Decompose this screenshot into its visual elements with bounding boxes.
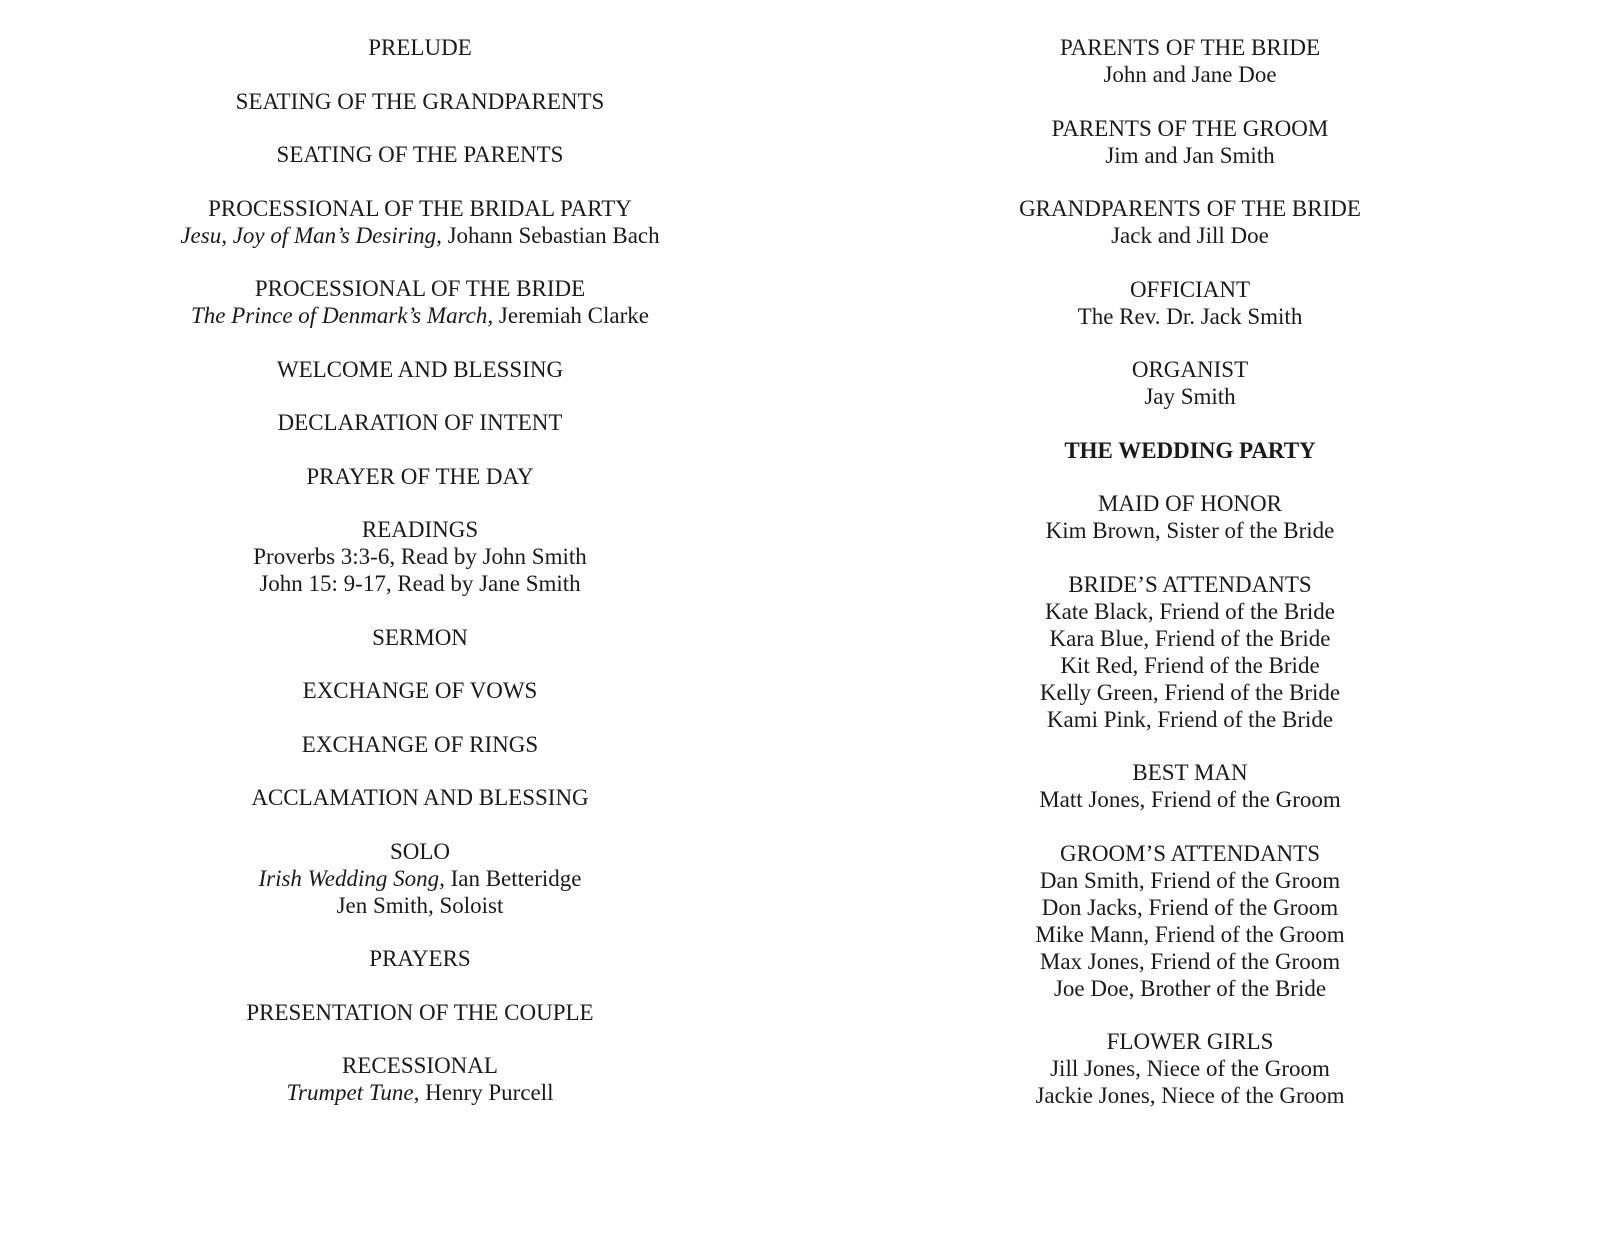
section-heading: ACCLAMATION AND BLESSING (251, 785, 589, 810)
section-heading: PROCESSIONAL OF THE BRIDAL PARTY (208, 195, 632, 221)
music-credit (170, 1079, 670, 1106)
person-line: Don Jacks, Friend of the Groom (1041, 894, 1339, 920)
maid-of-honor-section (940, 490, 1440, 544)
recessional-section (170, 1052, 670, 1106)
best-man-section (940, 759, 1440, 813)
sermon-section (170, 624, 670, 651)
section-heading: EXCHANGE OF RINGS (301, 731, 539, 757)
person-line: Jill Jones, Niece of the Groom (1050, 1056, 1330, 1081)
section-heading: RECESSIONAL (342, 1053, 498, 1078)
person-line: Kami Pink, Friend of the Bride (1046, 706, 1334, 732)
person-line: Jackie Jones, Niece of the Groom (1035, 1083, 1345, 1108)
person-line: The Rev. Dr. Jack Smith (1077, 303, 1303, 329)
section-heading: SEATING OF THE PARENTS (276, 142, 564, 167)
seating-parents-section (170, 141, 670, 168)
person-line: Kelly Green, Friend of the Bride (1039, 679, 1341, 705)
section-heading: MAID OF HONOR (1097, 491, 1282, 516)
section-heading: PARENTS OF THE GROOM (1051, 115, 1329, 141)
person-line: Jim and Jan Smith (1105, 142, 1275, 168)
music-title: The Prince of Denmark’s March, (191, 303, 494, 328)
section-heading: SEATING OF THE GRANDPARENTS (235, 88, 605, 114)
seating-grandparents-section (170, 88, 670, 115)
prayers-section (170, 945, 670, 972)
music-title: Jesu, Joy of Man’s Desiring, (180, 222, 442, 248)
parents-bride-section (940, 34, 1440, 88)
presentation-section (170, 999, 670, 1026)
section-heading: EXCHANGE OF VOWS (302, 678, 538, 703)
person-line: Joe Doe, Brother of the Bride (1053, 975, 1327, 1001)
section-heading: BEST MAN (1132, 760, 1248, 785)
section-heading: WELCOME AND BLESSING (276, 356, 564, 382)
person-line: Jack and Jill Doe (1111, 223, 1269, 248)
acclamation-section (170, 784, 670, 811)
soloist-line: Jen Smith, Soloist (336, 892, 504, 918)
person-line: Kate Black, Friend of the Bride (1045, 598, 1335, 624)
section-heading: GRANDPARENTS OF THE BRIDE (1019, 196, 1361, 221)
processional-bride-section (170, 275, 670, 329)
section-heading: OFFICIANT (1129, 276, 1251, 302)
person-line: Kim Brown, Sister of the Bride (1045, 518, 1335, 543)
reading-line: John 15: 9-17, Read by Jane Smith (259, 571, 581, 596)
music-title: Irish Wedding Song, (258, 865, 445, 891)
reading-line: Proverbs 3:3-6, Read by John Smith (253, 544, 587, 569)
person-line: Mike Mann, Friend of the Groom (1035, 921, 1345, 947)
section-heading: PRELUDE (368, 35, 472, 60)
grooms-attendants-section (940, 840, 1440, 1002)
wedding-party-title: THE WEDDING PARTY (1064, 437, 1316, 463)
section-heading: PRAYERS (369, 946, 471, 971)
organist-section (940, 356, 1440, 410)
section-heading: PRAYER OF THE DAY (306, 463, 534, 489)
music-title: Trumpet Tune, (286, 1080, 420, 1105)
section-heading: PRESENTATION OF THE COUPLE (246, 999, 594, 1025)
wedding-party-title-section (940, 437, 1440, 464)
declaration-section (170, 409, 670, 436)
person-line: Dan Smith, Friend of the Groom (1039, 867, 1341, 893)
welcome-section (170, 356, 670, 383)
solo-section (170, 838, 670, 919)
person-line: Kara Blue, Friend of the Bride (1049, 625, 1331, 651)
processional-party-section (170, 195, 670, 249)
music-composer: Ian Betteridge (450, 865, 582, 891)
section-heading: PARENTS OF THE BRIDE (1059, 35, 1321, 60)
prelude-section (170, 34, 670, 61)
prayer-day-section (170, 463, 670, 490)
person-line: Jay Smith (1144, 384, 1236, 409)
section-heading: READINGS (361, 517, 479, 542)
vows-section (170, 677, 670, 704)
section-heading: SERMON (372, 624, 468, 650)
music-composer: Jeremiah Clarke (498, 303, 649, 328)
officiant-section (940, 276, 1440, 330)
flower-girls-section (940, 1028, 1440, 1109)
grandparents-bride-section (940, 195, 1440, 249)
music-credit (170, 222, 670, 249)
section-heading: PROCESSIONAL OF THE BRIDE (254, 276, 586, 301)
music-credit (170, 865, 670, 892)
section-heading: ORGANIST (1131, 357, 1249, 382)
person-line: John and Jane Doe (1103, 62, 1277, 87)
person-line: Kit Red, Friend of the Bride (1060, 652, 1320, 678)
order-of-service-column (170, 34, 670, 1133)
music-credit (170, 302, 670, 329)
section-heading: BRIDE’S ATTENDANTS (1068, 571, 1312, 597)
rings-section (170, 731, 670, 758)
music-composer: Johann Sebastian Bach (447, 222, 660, 248)
section-heading: SOLO (389, 838, 451, 864)
parents-groom-section (940, 115, 1440, 169)
person-line: Max Jones, Friend of the Groom (1039, 948, 1341, 974)
section-heading: FLOWER GIRLS (1106, 1029, 1274, 1054)
participants-column (940, 34, 1440, 1136)
brides-attendants-section (940, 571, 1440, 733)
music-composer: Henry Purcell (425, 1080, 554, 1105)
section-heading: DECLARATION OF INTENT (277, 410, 563, 435)
person-line: Matt Jones, Friend of the Groom (1039, 787, 1341, 812)
section-heading: GROOM’S ATTENDANTS (1059, 840, 1321, 866)
readings-section (170, 516, 670, 597)
